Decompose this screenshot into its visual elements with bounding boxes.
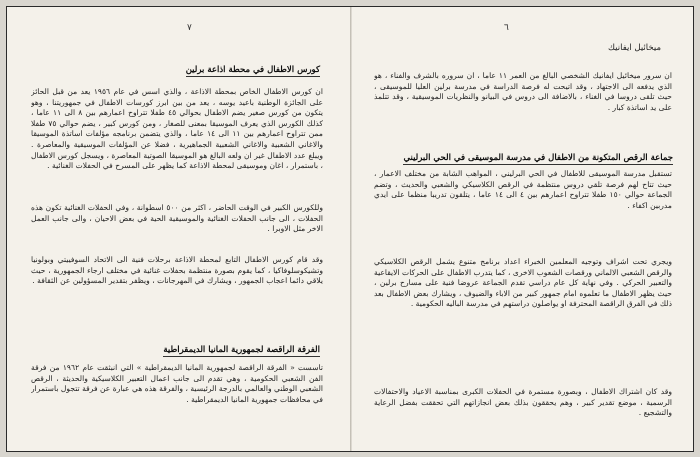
left-page	[7, 7, 350, 451]
body-paragraph: ان كورس الاطفال الخاص بمحطة الاذاعة ، والذي اسس في عام ١٩٥٦ يعد من قبل الحائز على الجائزة الوطنية باعيد يوسه ، يعد من بين ابرز كورسات الاطفال في جمهوريتنا ، وهو يتكون من كورس صغير يضم الاطفال بحوالي ٤٥ طفلا تتراوح اعمارهم بين ٨ الى ١١ عاما ، كذلك الكورس الذي يعرف الموسيقا بمعنى للصغار ، ومن كورس كبير ، يضم حوالي ٧٥ طفلا ممن تتراوح اعمارهم بين ١١ الى ١٤ عاما ، والذي يتضمن برنامجه مؤلفات اساتذة الموسيقا والاغاني الشعبية والاغاني الشعبية الجماهيرية ، فضلا عن المؤلفات الموسيقية والمعاصرة . ويبلغ عدد الاطفال غير ان ولعه البالغ هو الموسيقا الصوتية المعاصرة ، ويسجل كورس الاطفال ، باستمرار ، اغان وموسيقى لمحطة الاذاعة كما يظهر على المسرح في الحفلات الغنائية .	[31, 87, 323, 171]
body-paragraph: وللكورس الكبير في الوقت الحاضر ، اكثر من ٥٠٠ اسطوانة ، وفي الحفلات الغنائية تكون هذه الحفلات ، الى جانب الحفلات الغنائية والموسيقية الحية في بعض الاحيان ، والى جانب العمل الاخر مثل الاوبرا .	[31, 203, 323, 234]
page-number-right: ٦	[504, 23, 509, 33]
body-paragraph: تاسست « الفرقة الراقصة لجمهورية المانيا الديمقراطية » التي انبثقت عام ١٩٦٢ من فرقة الفن الشعبي الحكومية ، وهي تقدم الى جانب اعمال التعبير الكلاسيكية والحديثة ، الرقص الشعبي الوطني والعالمي بالدرجة الرئيسية ، والفرقة هذه هي عبارة عن فرقة تتجول باستمرار في محافظات جمهورية المانيا الديمقراطية .	[31, 363, 323, 404]
section-heading-childrens-choir: كورس الاطفال في محطة اذاعة برلين	[185, 65, 320, 75]
body-paragraph: ويجري تحت اشراف وتوجيه المعلمين الخبراء اعداد برنامج متنوع يشمل الرقص الكلاسيكي والرقص الشعبي الالماني ورقصات الشعوب الاخرى ، كما يتدرب الاطفال على الحركات الايقاعية والتعبير الحركي . وفي نهاية كل عام دراسي تقدم الجماعة عروضا فنية على مسارح برلين ، حيث يظهر الاطفال ما تعلموه امام جمهور كبير من الاباء والضيوف ، ويشارك بعض الاطفال بعد ذلك في الفرق الراقصة المحترفة او يواصلون دراستهم في مدرسة الباليه الحكومية .	[374, 257, 672, 309]
open-booklet-spread	[6, 6, 694, 452]
section-heading-dance-group: جماعة الرقص المتكونة من الاطفال في مدرسة الموسيقى في الحي البرليني	[403, 153, 673, 163]
page-number-left: ٧	[187, 23, 192, 33]
body-paragraph: وقد قام كورس الاطفال التابع لمحطة الاذاعة برحلات فنية الى الاتحاد السوفييتي وبولونيا وتشيكوسلوفاكيا ، كما يقوم بصورة منتظمة بحفلات غنائية في مختلف ارجاء الجمهورية ، حيث يلاقي دائما اعجاب الجمهور ، ويشارك في المهرجانات ، ويظفر بتقدير المسؤولين عن الثقافة .	[31, 255, 323, 286]
running-head: ميخائيل ايفانيك	[608, 43, 661, 53]
section-heading-dance-ensemble: الفرقة الراقصة لجمهورية المانيا الديمقراطية	[163, 345, 320, 355]
right-page	[352, 7, 695, 451]
body-paragraph: تستقبل مدرسة الموسيقى للاطفال في الحي البرليني ، المواهب الشابة من مختلف الاعمار ، حيث تتاح لهم فرصة تلقي دروس منتظمة في الرقص الكلاسيكي والشعبي والحديث ، وتضم الجماعة حوالي ١٥٠ طفلا تتراوح اعمارهم بين ٤ الى ١٤ عاما ، يتلقون تدريبا منظما على ايدي مدربين اكفاء .	[374, 169, 672, 210]
body-paragraph: ان سرور ميخائيل ايفانيك الشخصي البالغ من العمر ١١ عاما ، ان سروره بالشرف والفناء ، هو الذي يدفعه الى الاجتهاد ، وقد اتيحت له فرصة الدراسة في مدرسة برلين العليا للموسيقى ، حيث تلقى دروسا في الغناء ، بالاضافة الى دروس في البيانو والنظريات الموسيقية ، وقد تتلمذ على يد اساتذة كبار .	[374, 71, 672, 112]
body-paragraph: وقد كان اشتراك الاطفال ، وبصورة مستمرة في الحفلات الكبرى بمناسبة الاعياد والاحتفالات الرسمية ، موضع تقدير كبير ، وهم يحققون بذلك بعض انجازاتهم التي تحققت بفضل الرعاية والتشجيع .	[374, 387, 672, 418]
